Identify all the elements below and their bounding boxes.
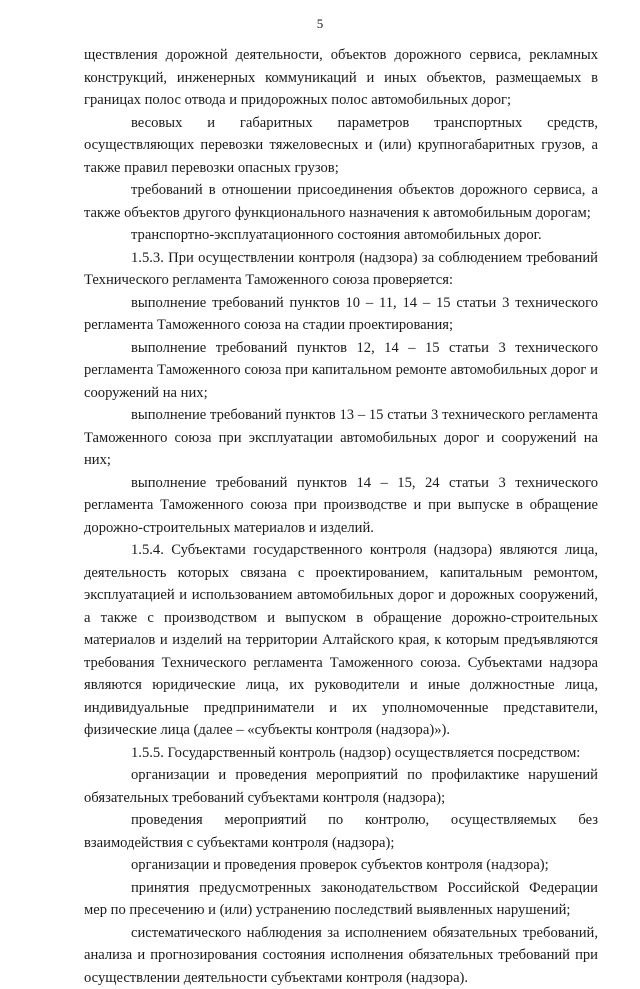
paragraph: транспортно-эксплуатационного состояния автомобильных дорог. [84, 224, 598, 247]
paragraph: организации и проведения мероприятий по профилактике нарушений обязательных требований субъектами контроля (надзора); [84, 764, 598, 809]
paragraph: требований в отношении присоединения объектов дорожного сервиса, а также объектов другого функционального назначения к автомобильным дорогам; [84, 179, 598, 224]
paragraph: 1.5.5. Государственный контроль (надзор) осуществляется посредством: [84, 742, 598, 765]
paragraph: организации и проведения проверок субъектов контроля (надзора); [84, 854, 598, 877]
paragraph: выполнение требований пунктов 12, 14 – 15 статьи 3 технического регламента Таможенного союза при капитальном ремонте автомобильных дорог и сооружений на них; [84, 337, 598, 405]
paragraph: 1.5.3. При осуществлении контроля (надзора) за соблюдением требований Технического регламента Таможенного союза проверяется: [84, 247, 598, 292]
paragraph: систематического наблюдения за исполнением обязательных требований, анализа и прогнозирования состояния исполнения обязательных требований при осуществлении деятельности субъектами контроля (надзора). [84, 922, 598, 989]
paragraph: принятия предусмотренных законодательством Российской Федерации мер по пресечению и (или) устранению последствий выявленных нарушений; [84, 877, 598, 922]
paragraph: выполнение требований пунктов 13 – 15 статьи 3 технического регламента Таможенного союза при эксплуатации автомобильных дорог и сооружений на них; [84, 404, 598, 472]
paragraph: проведения мероприятий по контролю, осуществляемых без взаимодействия с субъектами контроля (надзора); [84, 809, 598, 854]
paragraph: выполнение требований пунктов 14 – 15, 24 статьи 3 технического регламента Таможенного союза при производстве и при выпуске в обращение дорожно-строительных материалов и изделий. [84, 472, 598, 540]
paragraph: выполнение требований пунктов 10 – 11, 14 – 15 статьи 3 технического регламента Таможенного союза на стадии проектирования; [84, 292, 598, 337]
paragraph: весовых и габаритных параметров транспортных средств, осуществляющих перевозки тяжеловесных и (или) крупногабаритных грузов, а также правил перевозки опасных грузов; [84, 112, 598, 180]
page-number: 5 [0, 16, 640, 32]
paragraph: ществления дорожной деятельности, объектов дорожного сервиса, рекламных конструкций, инженерных коммуникаций и иных объектов, размещаемых в границах полос отвода и придорожных полос автомобильных дорог; [84, 44, 598, 112]
document-body [84, 44, 598, 989]
paragraph: 1.5.4. Субъектами государственного контроля (надзора) являются лица, деятельность которых связана с проектированием, капитальным ремонтом, эксплуатацией и использованием автомобильных дорог и дорожных сооружений, а также с производством и выпуском в обращение дорожно-строительных материалов и изделий на территории Алтайского края, к которым предъявляются требования Технического регламента Таможенного союза. Субъектами надзора являются юридические лица, их руководители и иные должностные лица, индивидуальные предприниматели и их уполномоченные представители, физические лица (далее – «субъекты контроля (надзора)»). [84, 539, 598, 742]
